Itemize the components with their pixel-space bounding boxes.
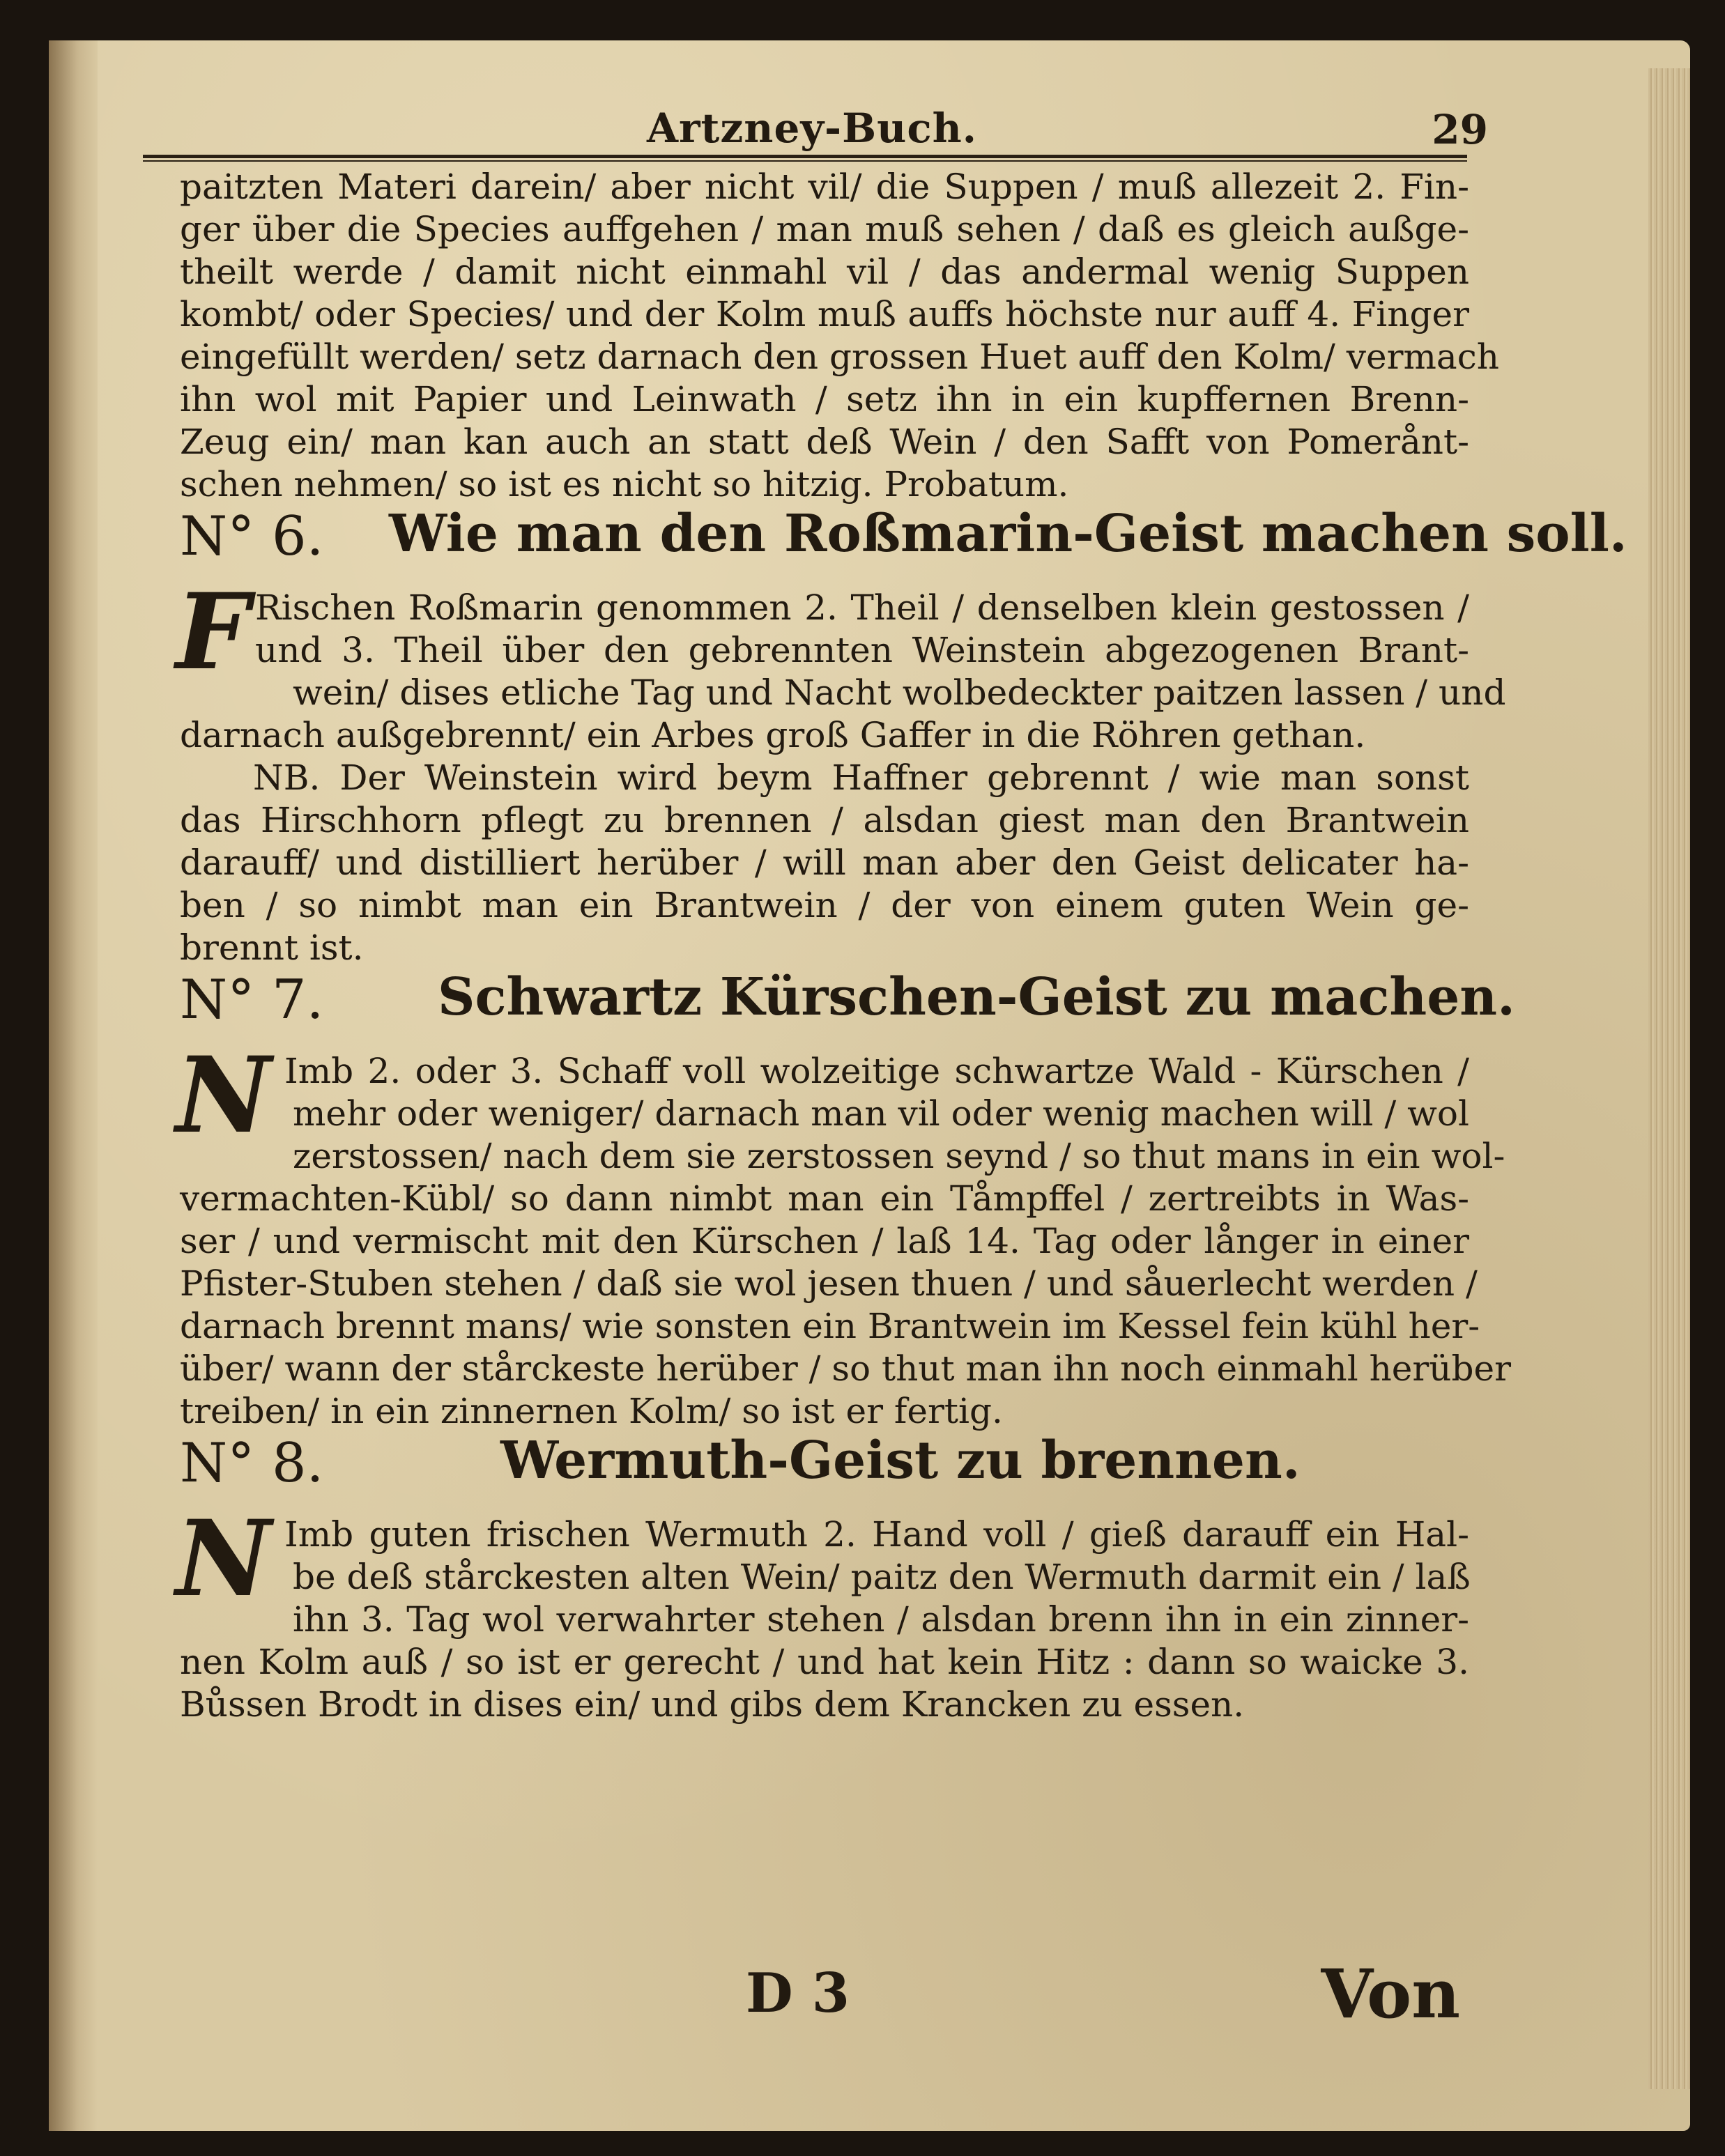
text-line: mehr oder weniger/ darnach man vil oder wenig machen will / wol bbox=[293, 1093, 1469, 1134]
text-line: Zeug ein/ man kan auch an statt deß Wein / den Safft von Pomerånt- bbox=[180, 422, 1469, 462]
text-line: Bůssen Brodt in dises ein/ und gibs dem Krancken zu essen. bbox=[180, 1684, 1245, 1725]
section-title: Schwartz Kürschen-Geist zu machen. bbox=[438, 967, 1515, 1027]
text-line: paitzten Materi darein/ aber nicht vil/ die Suppen / muß allezeit 2. Fin- bbox=[180, 167, 1469, 207]
text-line: vermachten-Kübl/ so dann nimbt man ein Tåmpffel / zertreibts in Was- bbox=[180, 1178, 1469, 1219]
nota-bene-paragraph bbox=[180, 757, 1469, 969]
text-line: und 3. Theil über den gebrennten Weinstein abgezogenen Brant- bbox=[255, 630, 1469, 670]
section-number: N° 8. bbox=[180, 1432, 324, 1495]
text-line: darauff/ und distilliert herüber / will man aber den Geist delicater ha- bbox=[180, 842, 1469, 883]
page-number: 29 bbox=[1432, 106, 1488, 153]
text-line: theilt werde / damit nicht einmahl vil / das andermal wenig Suppen bbox=[180, 252, 1469, 292]
text-line: schen nehmen/ so ist es nicht so hitzig. Probatum. bbox=[180, 464, 1069, 505]
section-number: N° 6. bbox=[180, 505, 324, 568]
drop-initial: N bbox=[176, 1034, 272, 1157]
section-paragraph bbox=[176, 1497, 1471, 1726]
section-number: N° 7. bbox=[180, 969, 324, 1031]
text-line: ger über die Species auffgehen / man muß sehen / daß es gleich außge- bbox=[180, 209, 1469, 249]
text-line: Rischen Roßmarin genommen 2. Theil / denselben klein gestossen / bbox=[255, 587, 1469, 628]
text-line: Imb 2. oder 3. Schaff voll wolzeitige schwartze Wald - Kürschen / bbox=[284, 1051, 1469, 1091]
running-head bbox=[150, 105, 1488, 153]
text-line: brennt ist. bbox=[180, 927, 364, 968]
text-line: darnach brennt mans/ wie sonsten ein Brantwein im Kessel fein kühl her- bbox=[180, 1306, 1480, 1346]
catchword: Von bbox=[1321, 1955, 1460, 2033]
text-line: Imb guten frischen Wermuth 2. Hand voll / gieß darauff ein Hal- bbox=[284, 1514, 1469, 1555]
intro-paragraph bbox=[180, 166, 1499, 506]
running-head-title: Artzney-Buch. bbox=[647, 105, 977, 152]
text-line: kombt/ oder Species/ und der Kolm muß auffs höchste nur auff 4. Finger bbox=[180, 294, 1469, 334]
text-line: Pfister-Stuben stehen / daß sie wol jesen thuen / und såuerlecht werden / bbox=[180, 1263, 1478, 1304]
page-footer bbox=[150, 1955, 1460, 2038]
text-line: zerstossen/ nach dem sie zerstossen seynd / so thut mans in ein wol- bbox=[293, 1136, 1505, 1176]
text-body bbox=[176, 166, 1627, 1726]
text-line: eingefüllt werden/ setz darnach den grossen Huet auff den Kolm/ vermach bbox=[180, 337, 1499, 377]
text-line: ihn 3. Tag wol verwahrter stehen / alsdan brenn ihn in ein zinner- bbox=[293, 1599, 1469, 1640]
text-line: über/ wann der stårckeste herüber / so thut man ihn noch einmahl herüber bbox=[180, 1348, 1511, 1389]
header-rule bbox=[143, 155, 1467, 162]
drop-initial: F bbox=[176, 571, 250, 693]
section-heading bbox=[180, 1431, 1469, 1507]
page-gutter bbox=[49, 40, 98, 2131]
section-heading bbox=[180, 967, 1515, 1043]
text-line: ihn wol mit Papier und Leinwath / setz ihn in ein kupffernen Brenn- bbox=[180, 379, 1469, 419]
text-line: ben / so nimbt man ein Brantwein / der von einem guten Wein ge- bbox=[180, 885, 1469, 925]
section-paragraph bbox=[176, 571, 1506, 757]
signature-mark: D 3 bbox=[746, 1962, 850, 2025]
section-title: Wermuth-Geist zu brennen. bbox=[500, 1431, 1301, 1491]
text-line: darnach außgebrennt/ ein Arbes groß Gaffer in die Röhren gethan. bbox=[180, 715, 1366, 755]
text-line: nen Kolm auß / so ist er gerecht / und hat kein Hitz : dann so waicke 3. bbox=[180, 1642, 1469, 1682]
drop-initial: N bbox=[176, 1497, 272, 1620]
section-paragraph bbox=[176, 1034, 1511, 1433]
text-line: das Hirschhorn pflegt zu brennen / alsdan giest man den Brantwein bbox=[180, 800, 1469, 840]
section-title: Wie man den Roßmarin-Geist machen soll. bbox=[389, 504, 1627, 564]
text-line: be deß stårckesten alten Wein/ paitz den Wermuth darmit ein / laß bbox=[293, 1557, 1471, 1597]
text-line: treiben/ in ein zinnernen Kolm/ so ist er fertig. bbox=[180, 1391, 1003, 1431]
page-fore-edge bbox=[1648, 68, 1690, 2089]
section-heading bbox=[180, 504, 1627, 580]
text-line: ser / und vermischt mit den Kürschen / laß 14. Tag oder långer in einer bbox=[180, 1221, 1469, 1261]
text-line: NB. Der Weinstein wird beym Haffner gebrennt / wie man sonst bbox=[253, 757, 1469, 798]
text-line: wein/ dises etliche Tag und Nacht wolbedeckter paitzen lassen / und bbox=[293, 672, 1506, 713]
